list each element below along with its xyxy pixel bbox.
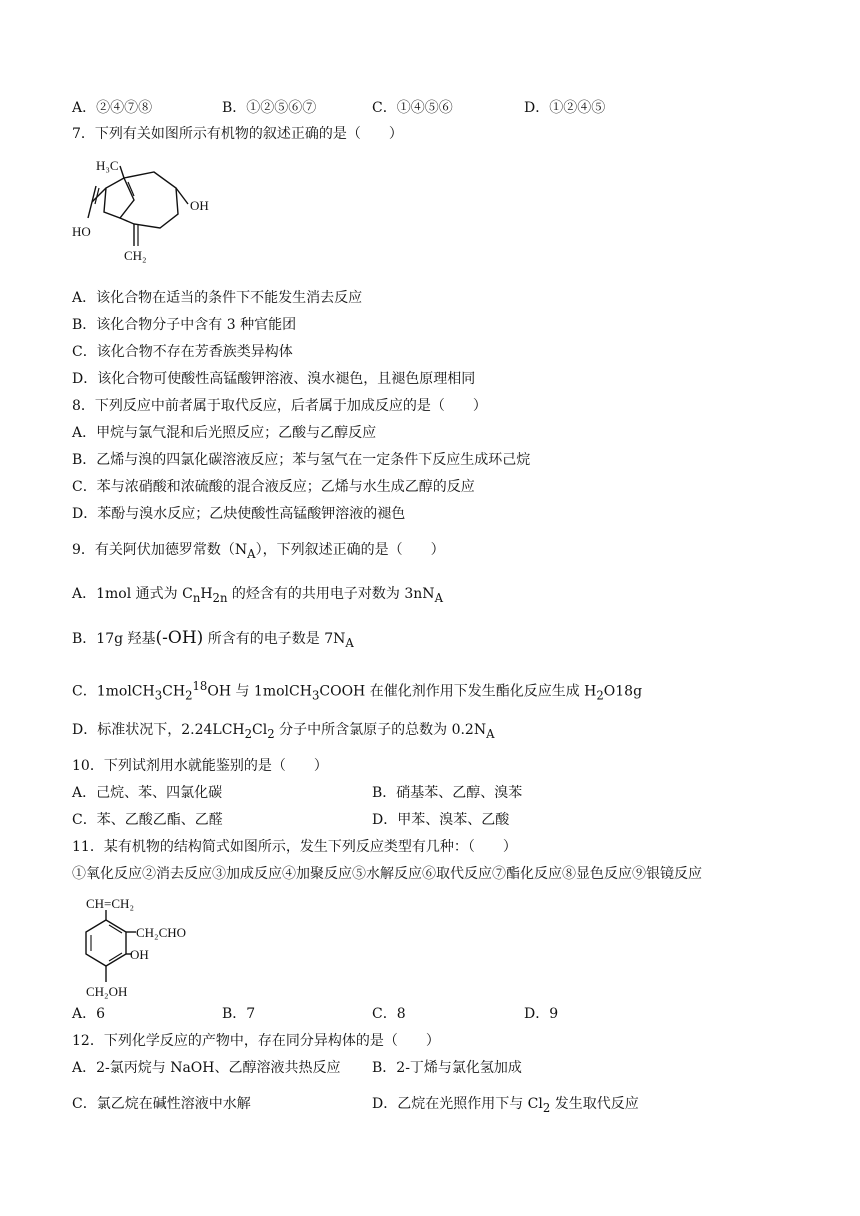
q9-a-sub2: 2n: [212, 590, 228, 605]
q9-stem-n: N: [234, 542, 248, 558]
q9-c-text2: CH: [162, 683, 186, 700]
q9-c-text4: COOH 在催化剂作用下发生酯化反应生成 H: [319, 683, 597, 700]
q10-option-c: C．苯、乙酸乙酯、乙醛: [72, 812, 223, 828]
q7-acid-label: HO: [72, 224, 91, 239]
q11-option-d: D．9: [524, 1006, 559, 1022]
q8-stem: 8．下列反应中前者属于取代反应，后者属于加成反应的是（ ）: [72, 398, 487, 414]
q7-option-a: A．该化合物在适当的条件下不能发生消去反应: [72, 290, 363, 306]
q12-stem: 12．下列化学反应的产物中，存在同分异构体的是（ ）: [72, 1033, 440, 1049]
q9-stem-post: ），下列叙述正确的是（ ）: [255, 542, 445, 558]
q9-b-hydroxyl: (-OH): [155, 628, 204, 648]
q6-option-c: C．①④⑤⑥: [372, 100, 453, 116]
q9-c-sup: 18: [192, 679, 208, 693]
q12-option-d: [372, 1094, 639, 1118]
q11-aldehyde-label: CH₂CHO: [136, 925, 187, 940]
q7-hydroxy-label: OH: [190, 198, 209, 213]
q12-d-text1: D．乙烷在光照作用下与 Cl: [372, 1096, 543, 1112]
q11-option-a: A．6: [72, 1006, 106, 1022]
q9-option-b: [72, 628, 354, 653]
q11-vinyl-label: CH=CH₂: [86, 896, 134, 911]
q9-c-text1: C．1molCH: [72, 683, 155, 700]
q9-c-sub2: 2: [185, 688, 193, 703]
q7-methylene-label: CH₂: [124, 248, 147, 263]
q9-b-text1: B．17g 羟基: [72, 631, 156, 647]
q12-d-sub: 2: [542, 1100, 551, 1115]
q10-option-a: A．己烷、苯、四氯化碳: [72, 785, 223, 801]
q9-c-sub3: 3: [311, 688, 320, 703]
q9-c-sub1: 3: [154, 688, 163, 703]
q8-option-d: D．苯酚与溴水反应；乙炔使酸性高锰酸钾溶液的褪色: [72, 506, 406, 522]
q11-hydroxy-label: OH: [130, 947, 149, 962]
q9-d-sub1: 2: [244, 726, 253, 741]
q9-option-a: [72, 584, 443, 608]
q9-option-c: [72, 676, 642, 705]
q11-option-b: B．7: [222, 1006, 256, 1022]
q12-option-c: C．氯乙烷在碱性溶液中水解: [72, 1096, 251, 1112]
q10-option-b: B．硝基苯、乙醇、溴苯: [372, 785, 523, 801]
q9-a-text1: A．1mol 通式为 C: [72, 586, 193, 602]
q11-structure-diagram: [70, 890, 240, 1002]
q11-option-c: C．8: [372, 1006, 406, 1022]
q9-a-sub3: A: [434, 590, 443, 605]
q7-option-c: C．该化合物不存在芳香族类异构体: [72, 344, 293, 360]
q7-methyl-label: H₃C: [96, 160, 119, 173]
q10-stem: 10．下列试剂用水就能鉴别的是（ ）: [72, 758, 328, 774]
q9-b-text2: 所含有的电子数是 7N: [203, 631, 346, 647]
q9-d-sub3: A: [486, 726, 495, 741]
q11-ch2oh-label: CH₂OH: [86, 984, 128, 999]
q9-option-d: [72, 720, 495, 744]
q9-c-text3: OH 与 1molCH: [207, 683, 312, 700]
q12-d-text2: 发生取代反应: [550, 1096, 639, 1112]
q9-b-sub1: A: [345, 635, 354, 650]
q9-c-text5: O18g: [603, 683, 643, 700]
q9-d-text3: 分子中所含氯原子的总数为 0.2N: [274, 722, 487, 738]
q11-reaction-types: ①氧化反应②消去反应③加成反应④加聚反应⑤水解反应⑥取代反应⑦酯化反应⑧显色反应⑨银镜反应: [72, 866, 702, 882]
q10-option-d: D．甲苯、溴苯、乙酸: [372, 812, 510, 828]
q7-option-b: B．该化合物分子中含有 3 种官能团: [72, 317, 297, 333]
q9-d-sub2: 2: [267, 726, 275, 741]
q8-option-a: A．甲烷与氯气混和后光照反应；乙酸与乙醇反应: [72, 425, 377, 441]
q8-option-b: B．乙烯与溴的四氯化碳溶液反应；苯与氢气在一定条件下反应生成环己烷: [72, 452, 531, 468]
q9-a-sub1: n: [192, 590, 201, 605]
q8-option-c: C．苯与浓硝酸和浓硫酸的混合液反应；乙烯与水生成乙醇的反应: [72, 479, 475, 495]
q6-option-d: D．①②④⑤: [524, 100, 606, 116]
q12-option-a: A．2-氯丙烷与 NaOH、乙醇溶液共热反应: [72, 1060, 341, 1076]
q9-d-text1: D．标准状况下，2.24LCH: [72, 722, 245, 738]
q9-a-text3: 的烃含有的共用电子对数为 3nN: [227, 586, 435, 602]
q7-stem: 7．下列有关如图所示有机物的叙述正确的是（ ）: [72, 126, 403, 142]
q9-stem: [72, 540, 445, 564]
q9-d-text2: Cl: [252, 722, 268, 738]
q9-stem-pre: 9．有关阿伏加德罗常数（: [72, 542, 235, 558]
q7-structure-diagram: [68, 160, 228, 270]
q12-option-b: B．2-丁烯与氯化氢加成: [372, 1060, 522, 1076]
q11-stem: 11．某有机物的结构简式如图所示，发生下列反应类型有几种：（ ）: [72, 839, 517, 855]
q9-stem-sub: A: [247, 546, 256, 561]
q9-a-text2: H: [200, 586, 213, 602]
q7-option-d: D．该化合物可使酸性高锰酸钾溶液、溴水褪色，且褪色原理相同: [72, 371, 476, 387]
q9-c-sub4: 2: [596, 688, 604, 703]
q6-option-a: A．②④⑦⑧: [72, 100, 153, 116]
q6-option-b: B．①②⑤⑥⑦: [222, 100, 317, 116]
